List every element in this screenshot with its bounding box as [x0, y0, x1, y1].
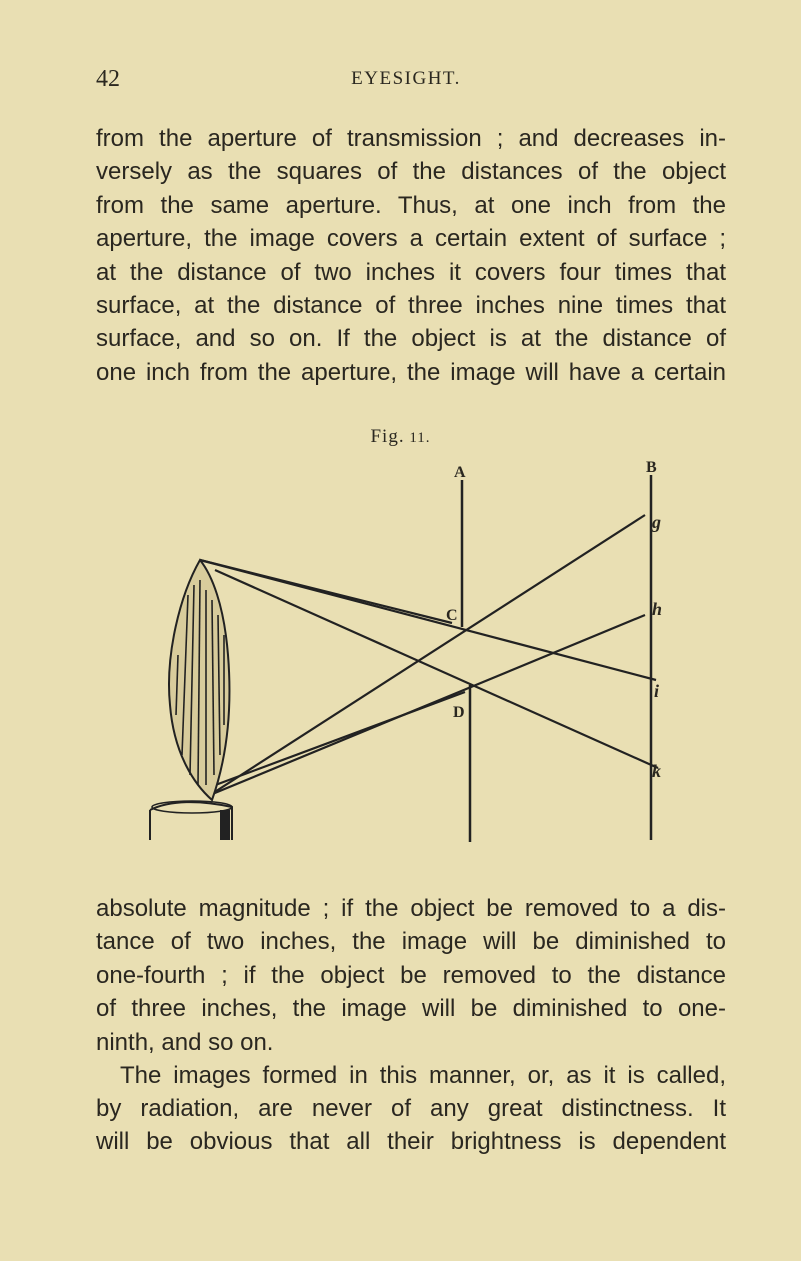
label-a: A	[454, 464, 466, 481]
text-line: one inch from the aperture, the image will have a certain	[96, 358, 726, 386]
text-line: will be obvious that all their brightness is dependent	[96, 1128, 726, 1156]
running-head: EYESIGHT.	[351, 68, 461, 89]
paragraph-top	[96, 122, 726, 389]
text-line: one-fourth ; if the object be removed to the distance	[96, 961, 726, 989]
text-line: of three inches, the image will be diminished to one-	[96, 995, 726, 1023]
text-line: absolute magnitude ; if the object be removed to a dis-	[96, 895, 726, 922]
text-line: versely as the squares of the distances of the object	[96, 158, 726, 186]
candle-flame-icon	[150, 560, 232, 840]
paragraph-last	[96, 1092, 726, 1159]
paragraph-bottom	[96, 892, 726, 1059]
label-k: k	[652, 761, 661, 781]
page-header	[96, 66, 716, 96]
paragraph-last-first-line	[120, 1059, 726, 1092]
label-b: B	[646, 459, 657, 476]
text-line: surface, and so on. If the object is at the distance of	[96, 325, 726, 353]
figure-caption-prefix: Fig.	[370, 426, 405, 447]
label-g: g	[652, 512, 661, 532]
label-i: i	[654, 681, 660, 701]
label-c: C	[446, 607, 458, 624]
text-line: aperture, the image covers a certain extent of surface ;	[96, 225, 726, 253]
page-number: 42	[96, 66, 120, 92]
ray-lines	[200, 515, 658, 795]
text-line: by radiation, are never of any great distinctness. It	[96, 1095, 726, 1122]
figure-caption	[0, 426, 801, 448]
text-line: tance of two inches, the image will be diminished to	[96, 928, 726, 956]
text-line: surface, at the distance of three inches nine times that	[96, 292, 726, 320]
text-line: from the same aperture. Thus, at one inch from the	[96, 191, 726, 219]
radiation-diagram	[140, 455, 700, 855]
text-line: ninth, and so on.	[96, 1028, 274, 1056]
text-line: from the aperture of transmission ; and decreases in-	[96, 125, 726, 152]
figure-caption-number: 11.	[409, 430, 431, 446]
text-line: at the distance of two inches it covers four times that	[96, 258, 726, 286]
text-line: The images formed in this manner, or, as it is called,	[120, 1062, 726, 1089]
label-d: D	[453, 704, 465, 721]
label-h: h	[652, 599, 663, 619]
